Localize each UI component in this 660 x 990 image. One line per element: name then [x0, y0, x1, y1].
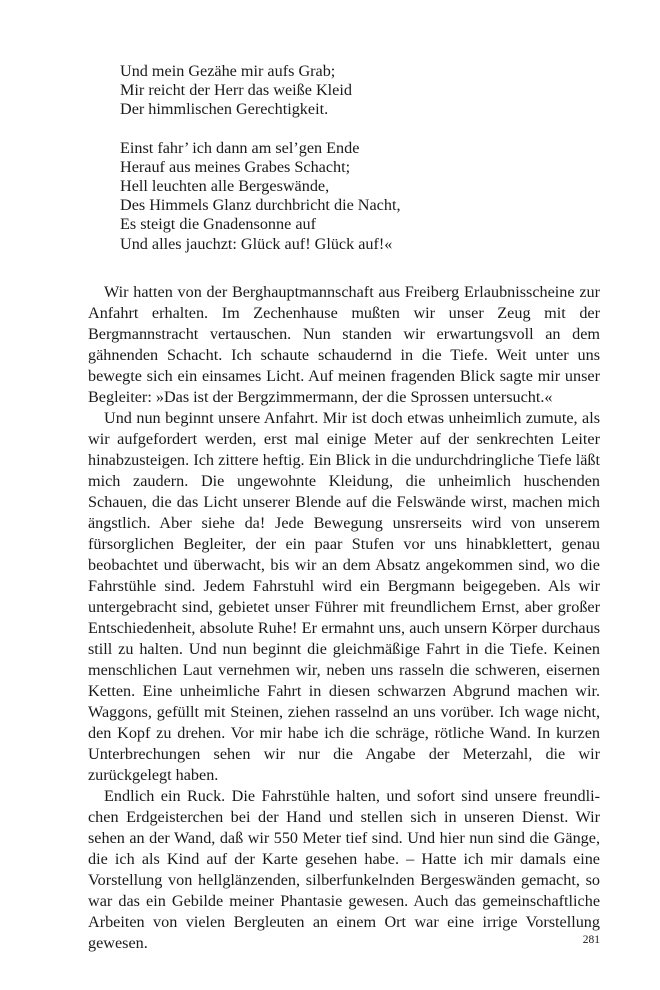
poem-block	[120, 62, 600, 254]
poem-line: Herauf aus meines Grabes Schacht;	[120, 157, 351, 176]
poem-line: Mir reicht der Herr das weiße Kleid	[120, 81, 352, 100]
poem-stanza	[120, 139, 600, 254]
poem-line: Des Himmels Glanz durchbricht die Nacht,	[120, 196, 401, 215]
poem-line: Und alles jauchzt: Glück auf! Glück auf!«	[120, 234, 393, 253]
paragraph: Endlich ein Ruck. Die Fahrstühle halten, und sofort sind unsere freundlichen Erdgeisterchen bei der Hand und stellen sich in unseren Dienst. Wir sehen an der Wand, daß wir 550 Meter tief sind. Und hier nun sind die Gänge, die ich als Kind auf der Karte gesehen habe. – Hatte ich mir damals eine Vorstellung von hellglänzenden, silberfunkelnden Bergeswänden gemacht, so war das ein Gebilde meiner Phantasie gewesen. Auch das gemeinschaftliche Arbeiten von vielen Bergleuten an einem Ort war eine irrige Vorstellung gewesen.	[88, 787, 600, 952]
prose-block	[88, 282, 600, 954]
paragraph: Wir hatten von der Berghauptmannschaft aus Freiberg Erlaubnisscheine zur Anfahrt erhalten. Im Zechenhause mußten wir unser Zeug mit der Bergmannstracht vertauschen. Nun standen wir erwartungsvoll an dem gähnenden Schacht. Ich schaute schaudernd in die Tiefe. Weit unter uns bewegte sich ein einsames Licht. Auf meinen fragenden Blick sagte mir unser Begleiter: »Das ist der Bergzimmermann, der die Sprossen untersucht.«	[88, 283, 600, 406]
poem-line: Und mein Gezähe mir aufs Grab;	[120, 62, 336, 80]
paragraph: Und nun beginnt unsere Anfahrt. Mir ist doch etwas unheimlich zumute, als wir aufgefordert werden, erst mal einige Meter auf der senkrechten Leiter hinabzusteigen. Ich zittere heftig. Ein Blick in die undurchdringliche Tiefe läßt mich zaudern. Die ungewohnte Kleidung, die unheimlich huschenden Schauen, die das Licht unserer Blende auf die Felswände wirst, machen mich ängstlich. Aber siehe da! Jede Bewegung unsrerseits wird von unserem fürsorglichen Begleiter, der ein paar Stufen vor uns hinabklettert, genau beobachtet und überwacht, bis wir an dem Absatz angekommen sind, wo die Fahrstühle sind. Jedem Fahrstuhl wird ein Bergmann beigegeben. Als wir untergebracht sind, gebietet unser Führer mit freundlichem Ernst, aber großer Entschiedenheit, absolute Ruhe! Er ermahnt uns, auch unsern Körper durchaus still zu halten. Und nun beginnt die gleichmäßige Fahrt in die Tiefe. Keinen menschlichen Laut vernehmen wir, neben uns rasseln die schweren, eisernen Ketten. Eine unheimliche Fahrt in diesen schwarzen Abgrund machen wir. Waggons, gefüllt mit Steinen, ziehen rasselnd an uns vorüber. Ich wage nicht, den Kopf zu drehen. Vor mir habe ich die schräge, rötliche Wand. In kurzen Unterbrechungen sehen wir nur die Angabe der Meterzahl, die wir zurückgelegt haben.	[88, 409, 600, 784]
poem-line: Hell leuchten alle Bergeswände,	[120, 177, 330, 196]
poem-line: Es steigt die Gnadensonne auf	[120, 215, 316, 234]
poem-line: Der himmlischen Gerechtigkeit.	[120, 100, 329, 119]
poem-line: Einst fahr’ ich dann am sel’gen Ende	[120, 138, 360, 157]
poem-stanza	[120, 62, 600, 120]
page-number: 281	[582, 934, 600, 946]
